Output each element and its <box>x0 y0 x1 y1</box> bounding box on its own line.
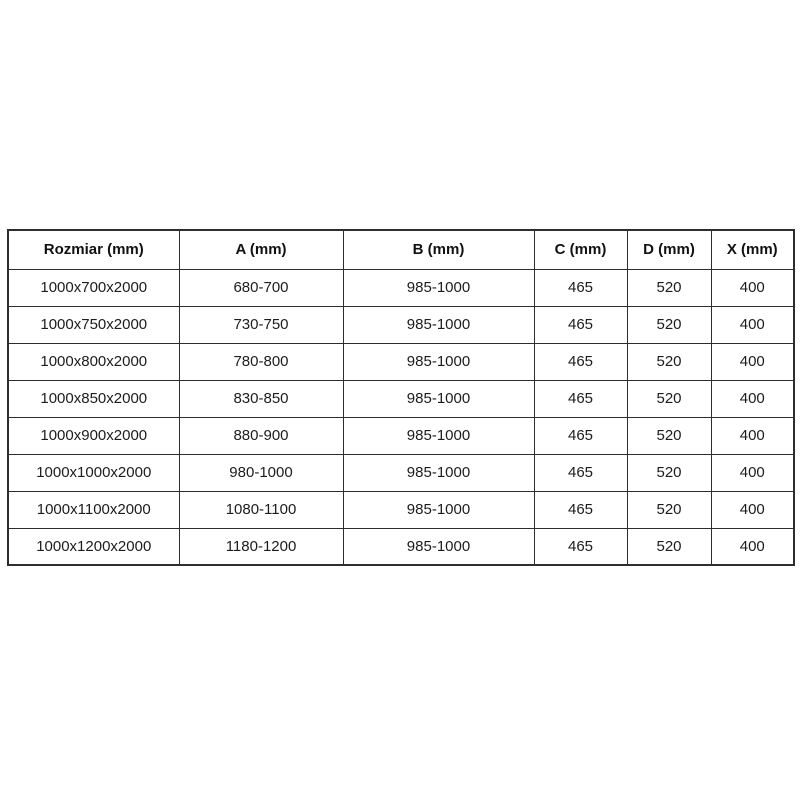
table-cell-c: 465 <box>534 454 627 491</box>
column-header-x: X (mm) <box>711 230 794 269</box>
table-cell-d: 520 <box>627 491 711 528</box>
table-cell-a: 780-800 <box>179 343 343 380</box>
table-cell-a: 680-700 <box>179 269 343 306</box>
table-cell-c: 465 <box>534 343 627 380</box>
table-cell-b: 985-1000 <box>343 528 534 565</box>
table-cell-d: 520 <box>627 269 711 306</box>
table-cell-a: 730-750 <box>179 306 343 343</box>
table-row <box>8 491 794 528</box>
table-cell-rozmiar: 1000x800x2000 <box>8 343 179 380</box>
table-cell-d: 520 <box>627 380 711 417</box>
size-spec-table <box>7 229 795 566</box>
table-cell-x: 400 <box>711 343 794 380</box>
table-cell-a: 980-1000 <box>179 454 343 491</box>
column-header-b: B (mm) <box>343 230 534 269</box>
table-cell-b: 985-1000 <box>343 343 534 380</box>
table-cell-rozmiar: 1000x900x2000 <box>8 417 179 454</box>
table-cell-d: 520 <box>627 417 711 454</box>
table-cell-b: 985-1000 <box>343 491 534 528</box>
table-cell-rozmiar: 1000x750x2000 <box>8 306 179 343</box>
table-cell-c: 465 <box>534 380 627 417</box>
table-cell-c: 465 <box>534 528 627 565</box>
table-cell-d: 520 <box>627 528 711 565</box>
table-cell-d: 520 <box>627 306 711 343</box>
table-cell-d: 520 <box>627 454 711 491</box>
table-cell-rozmiar: 1000x1200x2000 <box>8 528 179 565</box>
table-row <box>8 417 794 454</box>
table-cell-c: 465 <box>534 269 627 306</box>
table-cell-x: 400 <box>711 380 794 417</box>
table-row <box>8 306 794 343</box>
table-row <box>8 380 794 417</box>
table-cell-b: 985-1000 <box>343 454 534 491</box>
table-cell-x: 400 <box>711 528 794 565</box>
table-cell-b: 985-1000 <box>343 380 534 417</box>
table-cell-x: 400 <box>711 269 794 306</box>
column-header-c: C (mm) <box>534 230 627 269</box>
table-cell-rozmiar: 1000x1100x2000 <box>8 491 179 528</box>
table-cell-b: 985-1000 <box>343 417 534 454</box>
table-cell-rozmiar: 1000x700x2000 <box>8 269 179 306</box>
table-cell-x: 400 <box>711 454 794 491</box>
table-cell-c: 465 <box>534 306 627 343</box>
table-cell-x: 400 <box>711 306 794 343</box>
table-row <box>8 269 794 306</box>
table-cell-a: 1080-1100 <box>179 491 343 528</box>
table-cell-b: 985-1000 <box>343 269 534 306</box>
table-cell-a: 880-900 <box>179 417 343 454</box>
table-cell-a: 1180-1200 <box>179 528 343 565</box>
table-cell-b: 985-1000 <box>343 306 534 343</box>
table-cell-x: 400 <box>711 491 794 528</box>
table-cell-x: 400 <box>711 417 794 454</box>
table-cell-c: 465 <box>534 417 627 454</box>
table-cell-d: 520 <box>627 343 711 380</box>
column-header-d: D (mm) <box>627 230 711 269</box>
header-row <box>8 230 794 269</box>
table-cell-a: 830-850 <box>179 380 343 417</box>
table-cell-rozmiar: 1000x1000x2000 <box>8 454 179 491</box>
table-row <box>8 343 794 380</box>
table-row <box>8 528 794 565</box>
column-header-rozmiar: Rozmiar (mm) <box>8 230 179 269</box>
table-cell-c: 465 <box>534 491 627 528</box>
table-row <box>8 454 794 491</box>
table-cell-rozmiar: 1000x850x2000 <box>8 380 179 417</box>
column-header-a: A (mm) <box>179 230 343 269</box>
